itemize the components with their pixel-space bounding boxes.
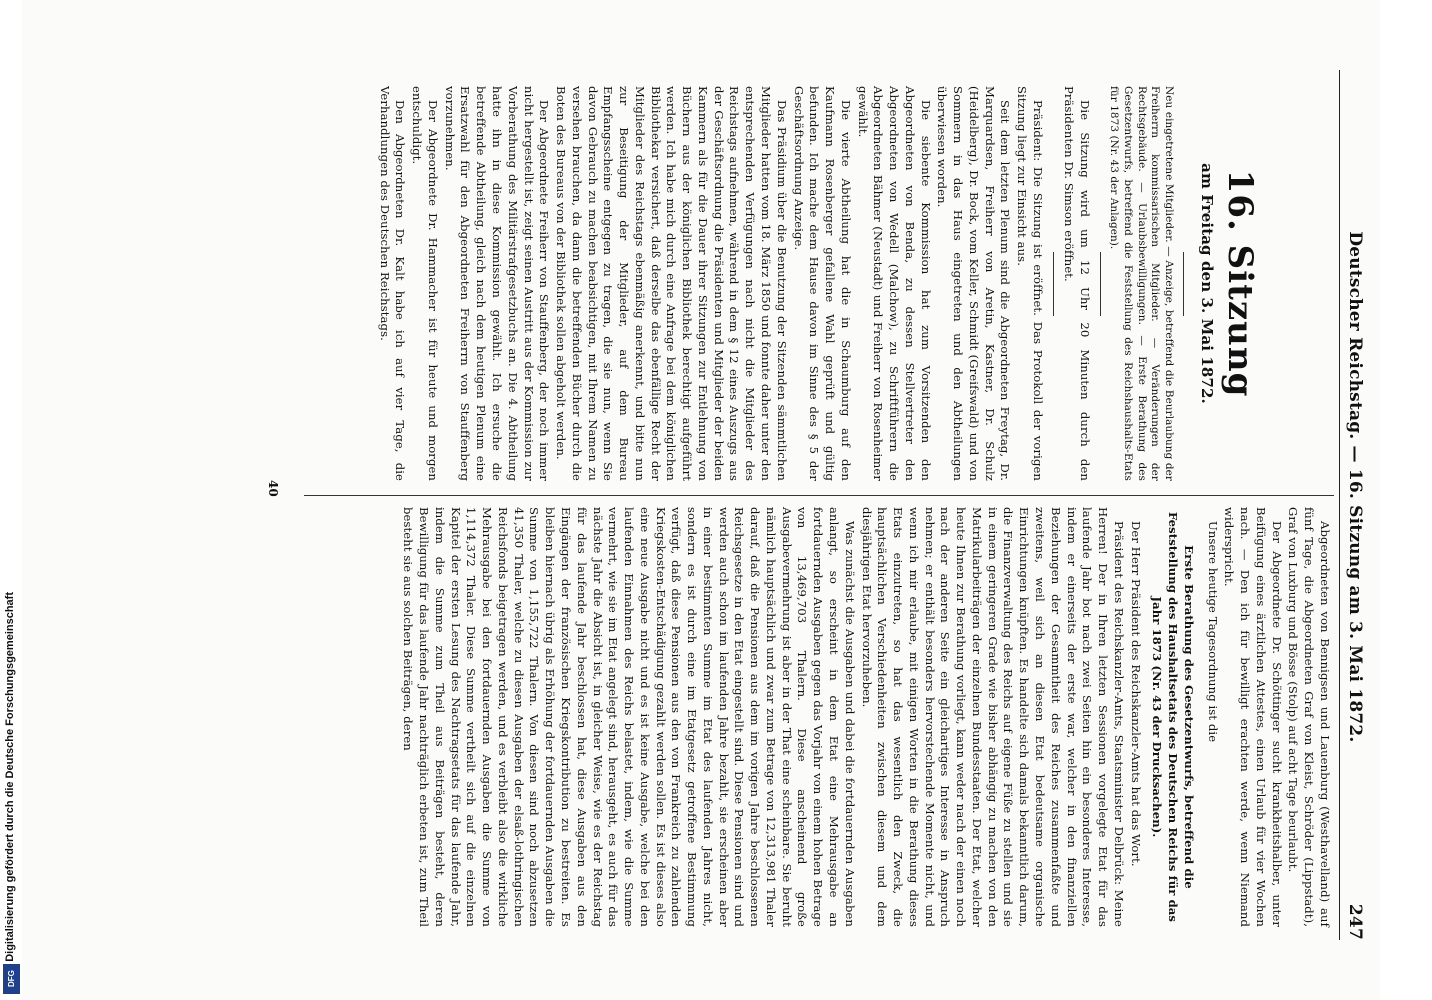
paragraph: Das Präsidium über die Benutzung der Sitzenden sämmtlichen Mitglieder hatten vom 18. März 1850 und fonnte daher unter den entsprechenden Verfügungen nach nicht die Mitglieder des Reichstags aufnehmen, während in dem § 12 eines Auszugs aus der Geschäftsordnung die Präsidenten und Mitglieder der beiden Kammern als für die Dauer ihrer Sitzungen zur Entlehnung von Büchern aus der königlichen Bibliothek berechtigt aufgeführt werden. Ich habe mich durch eine Anfrage bei dem königlichen Bibliothekar versichert, daß derselbe das ebenfällige Recht der Mitglieder des Reichstags ebenmäßig anerkennt, und bitte nun zur Beseitigung der Mitglieder, auf dem Bureau Empfangsscheine entgegen zu tragen, die sie nun, wenn Sie davon Gebrauch zu machen beabsichtigen, mit Ihrem Namen zu versehen brauchen, da dann die betreffenden Bücher durch die Boten des Bureaus von der Bibliothek sollen abgeholt werden. — [554, 86, 789, 481]
paragraph: Präsident: Die Sitzung ist eröffnet. Das Protokoll der vorigen Sitzung liegt zur Einsicht aus. — [1015, 86, 1046, 481]
short-rule — [1183, 252, 1184, 316]
session-number: 16. Sitzung — [1220, 169, 1260, 398]
running-head — [1344, 70, 1366, 940]
right-column — [399, 507, 1332, 927]
dfg-logo: DFG — [3, 964, 20, 994]
paragraph: Die vierte Abtheilung hat die in Schaumburg auf den Kaufmann Rosenberger gefallene Wahl geprüft und gültig befunden. Ich mache dem Hause davon im Sinne des § 5 der Geschäftsordnung Anzeige. — [791, 86, 853, 481]
footer-credit: Digitalisierung gefördert durch die Deutsche Forschungsgemeinschaft — [4, 592, 16, 962]
paragraph: Der Abgeordnete Dr. Schöttinger sucht krankheitshalber, unter Beifügung eines ärztlichen Attestes, einen Urlaub für vier Wochen nach. — Den ich für bewilligt erachten werde, wenn Niemand widerspricht. — [1222, 507, 1284, 927]
signature-mark: 40 — [266, 480, 280, 497]
paragraph: Abgeordneten von Bennigsen und Lauenburg (Westhavelland) auf fünf Tage, die Abgeordneten Graf von Kleist, Schröder (Lippstadt), Graf von Luxburg und Bösse (Stolp) auf acht Tage beurlaubt. — [1286, 507, 1332, 927]
footer-strip — [0, 0, 22, 1000]
paragraph: Der Abgeordnete Dr. Hammacher ist für heute und morgen entschuldigt. — [410, 86, 440, 481]
session-date: am Freitag den 3. Mai 1872. — [1197, 163, 1216, 404]
paragraph: Seit dem letzten Plenum sind die Abgeordneten Freytag, Dr. Marquardsen, Freiherr von Aretin, Kastner, Dr. Schulz (Heidelberg), Dr. Bock, vom Keller, Schmidt (Greifswald) und von Sommern in das Haus eingetreten und den Abtheilungen überwiesen worden. — [935, 86, 1013, 481]
header-rule — [1339, 70, 1340, 940]
paragraph: Was zunächst die Ausgaben und dabei die fortdauernden Ausgaben anlangt, so erscheint in dem Etat eine Mehrausgabe an fortdauernden Ausgaben gegen das Vorjahr von einem hohen Betrage von 13,469,703 Thalern. Diese anscheinend große Ausgabevermehrung ist aber in der That eine scheinbare. Sie beruht nämlich hauptsächlich und zwar zum Betrage von 12,313,981 Thaler darauf, daß die Pensionen aus dem im vorigen Jahre beschlossenen Reichsgesetze in den Etat eingestellt sind. Diese Pensionen sind und werden auch schon im laufenden Jahre bezahlt, sie erscheinen aber in einer bestimmten Summe im Etat des laufenden Jahres nicht, sondern es ist durch eine im Etatgesetz getroffene Bestimmung verfügt, daß diese Pensionen aus den von Frankreich zu zahlenden Kriegskosten-Entschädigung gezahlt werden sollen. Es ist dieses also eine neue Ausgabe nicht und es ist keine Ausgabe, welche bei den laufenden Einnahmen des Reichs belastet, indem, wie die Summe vermehrt, wie sie im Etat angelegt sind, herausgeht, es auch für das nächste Jahr die Absicht ist, in gleicher Weise, wie es der Reichstag für das laufende Jahr beschlossen hat, diese Ausgaben aus den Eingängen der französischen Kriegskontribution zu bestreiten. Es bleiben hiernach übrig als Erhöhung der fortdauernden Ausgaben die Summe von 1,155,722 Thalern. Von diesen sind noch abzusetzen 41,350 Thaler, welche zu diesen Ausgaben der elsaß-lothringischen Reichsfonds beigetragen werden, und es verbleibt also die wirkliche Mehrausgabe bei den fortdauernden Ausgaben die Summe von 1,114,372 Thaler. Diese Summe vertheilt sich auf die einzelnen Kapitel der ersten Lesung des Nachtragsetats für das laufende Jahr, indem die Summe zum Theil aus Beiträgen besteht, deren Bewilligung für das laufende Jahr nachträglich erbeten ist, zum Theil besteht sie aus solchen Beiträgen, deren — [401, 507, 857, 927]
running-head-title: Deutscher Reichstag. — 16. Sitzung am 3. Mai 1872. — [1345, 231, 1365, 743]
paragraph: Unsere heutige Tagesordnung ist die — [1205, 521, 1220, 743]
paragraph: Die Sitzung wird um 12 Uhr 20 Minuten durch den Präsidenten Dr. Simson eröffnet. — [1061, 86, 1092, 481]
column-divider — [304, 495, 1334, 496]
short-rule — [1053, 252, 1054, 316]
short-rule — [1100, 252, 1101, 316]
paragraph: Präsident des Reichskanzler-Amts, Staatsminister Delbrück: Meine Herren! Der in Ihren letzten Sessionen vorgelegte Etat für das laufende Jahr bot nach zwei Seiten hin ein besonderes Interesse, indem er einerseits der erste war, welcher in den finanziellen Beziehungen der Gesammtheit des Reiches zusammenfaßte und zweitens, weil sich an diesen Etat bedeutsame organische Einrichtungen knüpften. Es handelte sich damals bekanntlich darum, die Finanzverwaltung des Reichs auf eigene Füße zu stellen und sie in einem geringeren Grade wie bisher abhängig zu machen von den Matrikularbeiträgen der einzelnen Bundesstaaten. Der Etat, welcher heute Ihnen zur Berathung vorliegt, kann weder nach der einen noch nach der anderen Seite ein gleichartiges Interesse in Anspruch nehmen; er enthält besonders hervorstechende Momente nicht, und wenn ich mir erlaube, mit einigen Worten in die Berathung dieses Etats einzutreten, so hat das wesentlich den Zweck, die hauptsächlichen Verschiedenheiten zwischen diesem und dem diesjährigen Etat hervorzuheben. — [859, 507, 1126, 927]
paragraph: Den Abgeordneten Dr. Kalt habe ich auf vier Tage, die Verhandlungen des Deutschen Reichstags. — [377, 86, 408, 481]
paragraph: Der Abgeordnete Freiherr von Stauffenberg, der noch immer nicht hergestellt ist, zeigt seinen Austritt aus der Kommission zur Vorberathung des Militärstrafgesetzbuchs an. Die 4. Abtheilung hatte ihn in diese Kommission gewählt. Ich ersuche die betreffende Abtheilung, gleich nach dem heutigen Plenum eine Ersatzwahl für den Abgeordneten Freiherrn von Stauffenberg vorzunehmen. — [442, 86, 552, 481]
page-number: 247 — [1345, 903, 1365, 940]
table-of-contents: Neu eingetretene Mitglieder. — Anzeige, betreffend die Beurlaubung der Freiherrn kommissarischen Mitglieder. — Veränderungen der Rechtsgebäude. — Urlaubsbewilligungen. — Erste Berathung des Gesetzentwurfs, betreffend die Feststellung des Reichshaushalts-Etats für 1873 (Nr. 43 der Anlagen). — [1108, 86, 1176, 481]
agenda-heading: Erste Berathung des Gesetzentwurfs, betreffend die Feststellung des Haushaltsetats des Deutschen Reichs für das Jahr 1873 (Nr. 43 der Drucksachen). — [1150, 511, 1196, 923]
left-column — [375, 86, 1332, 481]
paragraph: Die siebente Kommission hat zum Vorsitzenden den Abgeordneten von Benda, zu dessen Stellvertreter den Abgeordneten von Wedell (Malchow), zu Schriftführern die Abgeordneten Bähmer (Neustadt) und Freiherr von Rosenheimer gewählt. — [855, 86, 933, 481]
paragraph: Der Herr Präsident des Reichskanzler-Amts hat das Wort. — [1128, 521, 1143, 867]
